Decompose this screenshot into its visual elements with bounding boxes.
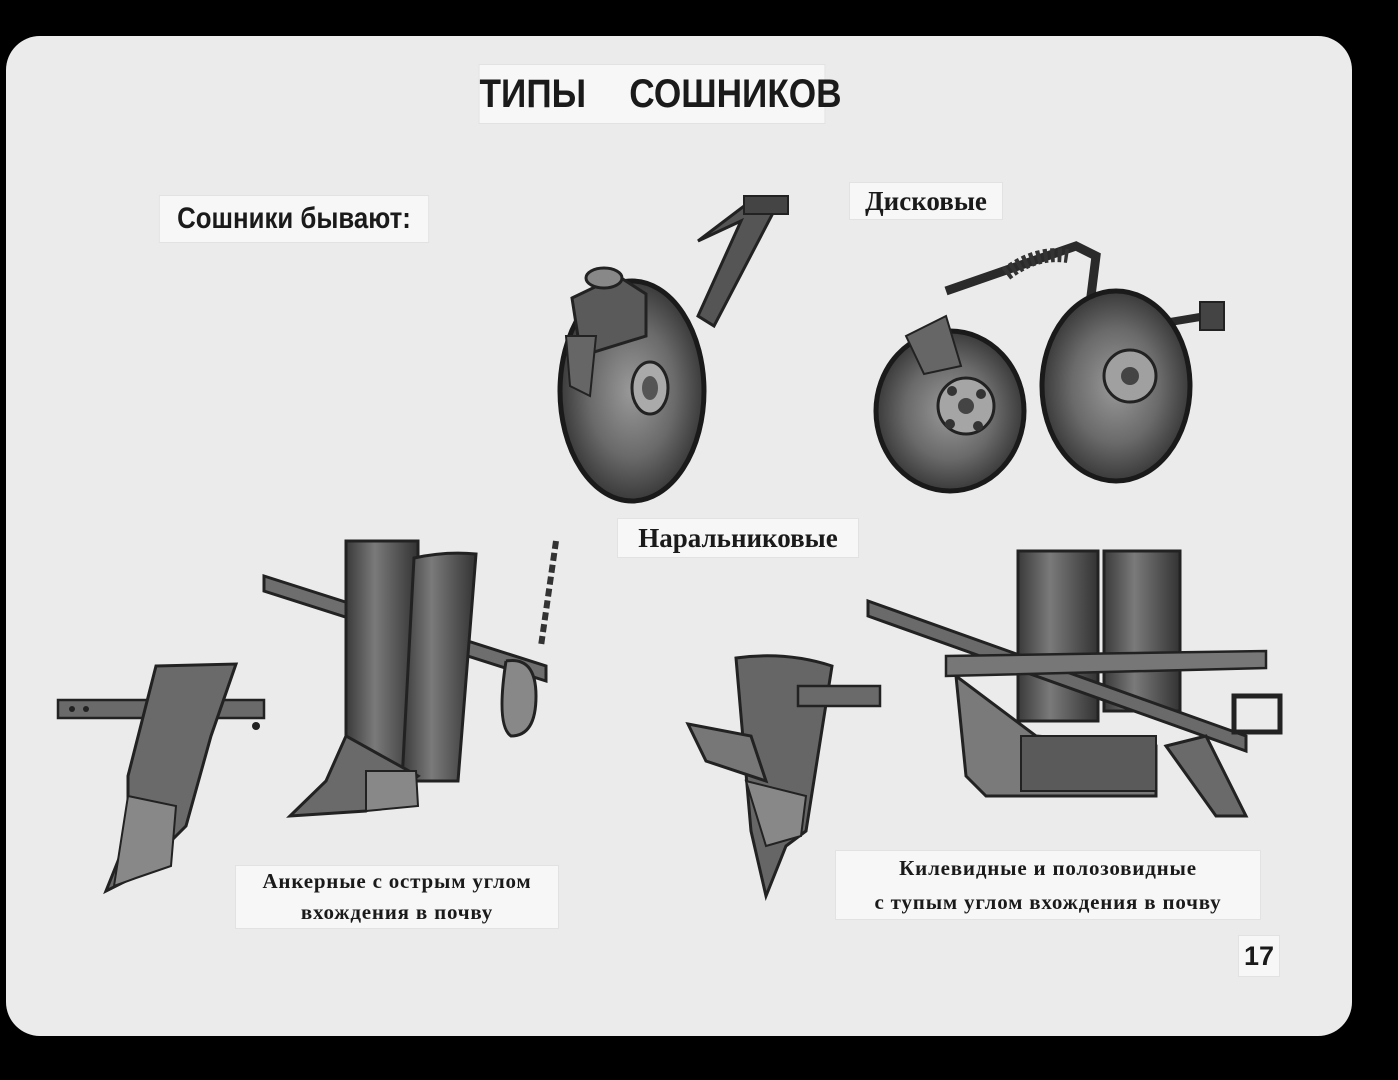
disc-coulters-heading: Дисковые [850, 183, 1002, 219]
double-disc-coulter [876, 246, 1224, 491]
anchor-caption-line2: вхождения в почву [300, 900, 494, 924]
anchor-coulter-large [264, 541, 556, 816]
anchor-caption-line1: Анкерные с острым углом [262, 869, 532, 893]
page-number: 17 [1239, 936, 1279, 976]
runner-coulter [868, 551, 1280, 816]
naral-coulters-heading: Наральниковые [618, 519, 858, 557]
slide [6, 36, 1352, 1036]
single-disc-coulter [560, 196, 788, 501]
anchor-coulters-caption [236, 866, 558, 928]
slide-title: ТИПЫ СОШНИКОВ [480, 65, 825, 123]
keel-caption-line2: с тупым углом вхождения в почву [874, 890, 1222, 914]
anchor-coulter-small [58, 664, 264, 891]
keel-caption-line1: Килевидные и полозовидные [899, 856, 1197, 880]
slide-subtitle: Сошники бывают: [160, 196, 428, 242]
keel-coulters-caption [836, 851, 1260, 919]
